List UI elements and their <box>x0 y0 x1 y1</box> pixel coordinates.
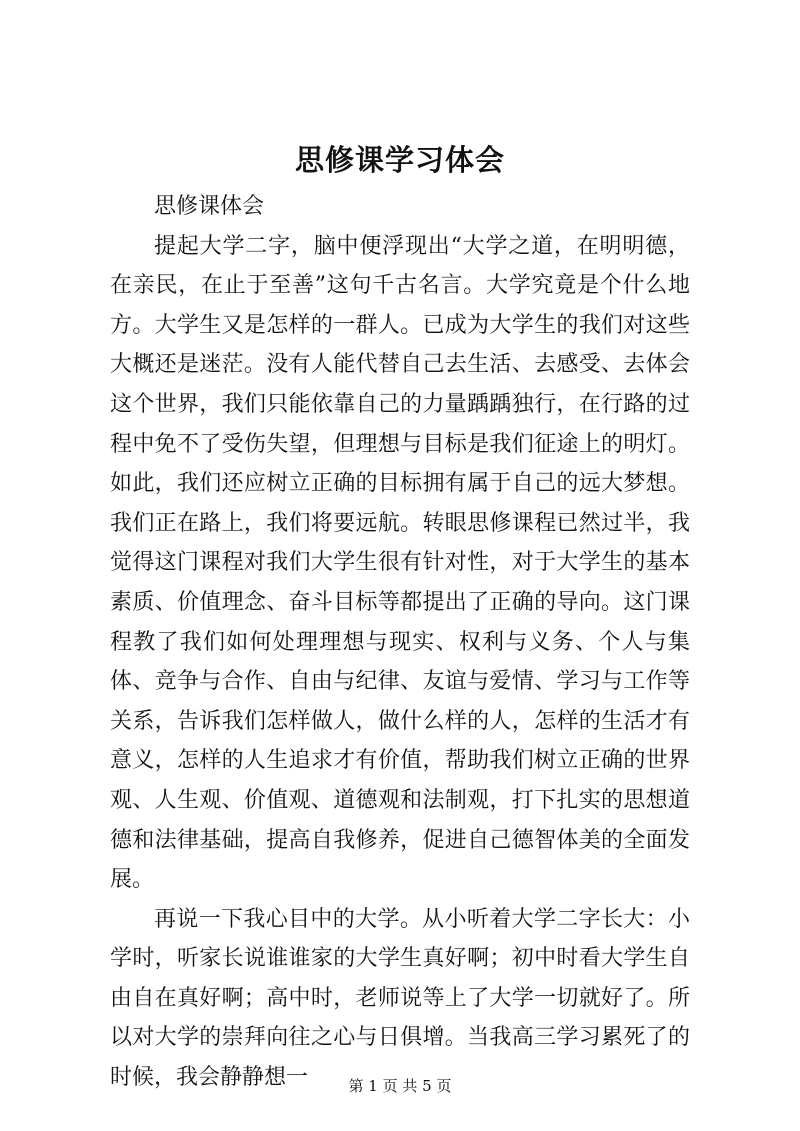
paragraph-heading: 思修课体会 <box>154 194 265 219</box>
page-footer: 第 1 页 共 5 页 <box>348 1077 452 1095</box>
document-title: 思修课学习体会 <box>294 143 505 177</box>
document-body <box>110 187 690 1098</box>
paragraph: 再说一下我心目中的大学。从小听着大学二字长大：小学时，听家长说谁谁家的大学生真好啊；初中时看大学生自由自在真好啊；高中时，老师说等上了大学一切就好了。所以对大学的崇拜向往之心与日俱增。当我高三学习累死了的时候，我会静静想一 <box>110 906 690 1091</box>
paragraph: 提起大学二字，脑中便浮现出“大学之道，在明明德，在亲民，在止于至善”这句千古名言。大学究竟是个什么地方。大学生又是怎样的一群人。已成为大学生的我们对这些大概还是迷茫。没有人能代替自己去生活、去感受、去体会这个世界，我们只能依靠自己的力量踽踽独行，在行路的过程中免不了受伤失望，但理想与目标是我们征途上的明灯。如此，我们还应树立正确的目标拥有属于自己的远大梦想。我们正在路上，我们将要远航。转眼思修课程已然过半，我觉得这门课程对我们大学生很有针对性，对于大学生的基本素质、价值理念、奋斗目标等都提出了正确的导向。这门课程教了我们如何处理理想与现实、权利与义务、个人与集体、竞争与合作、自由与纪律、友谊与爱情、学习与工作等关系，告诉我们怎样做人，做什么样的人，怎样的生活才有意义，怎样的人生追求才有价值，帮助我们树立正确的世界观、人生观、价值观、道德观和法制观，打下扎实的思想道德和法律基础，提高自我修养，促进自己德智体美的全面发展。 <box>110 233 690 893</box>
